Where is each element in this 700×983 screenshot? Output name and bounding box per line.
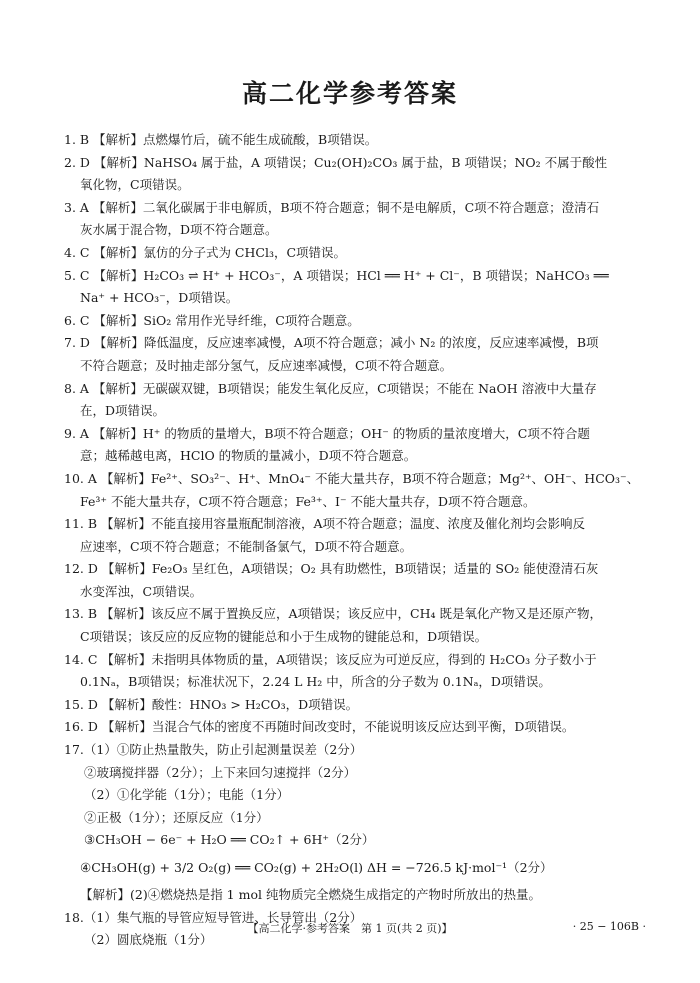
answer-line: ②玻璃搅拌器（2分）；上下来回匀速搅拌（2分） xyxy=(84,764,357,780)
footer-page-info: 【高二化学·参考答案 第 1 页(共 2 页)】 xyxy=(247,922,453,935)
answer-line: 17.（1）①防止热量散失，防止引起测量误差（2分） xyxy=(64,742,363,758)
footer-code: · 25 − 106B · xyxy=(572,920,646,933)
page-title: 高二化学参考答案 xyxy=(241,79,458,108)
answer-line: 6. C 【解析】SiO₂ 常用作光导纤维，C项符合题意。 xyxy=(64,312,360,328)
answer-line: 7. D 【解析】降低温度，反应速率减慢，A项不符合题意；减小 N₂ 的浓度，反应速率减慢，B项 xyxy=(64,335,599,351)
answer-line: 【解析】(2)④燃烧热是指 1 mol 纯物质完全燃烧生成指定的产物时所放出的热量。 xyxy=(80,887,541,902)
answer-line: 在，D项错误。 xyxy=(80,403,166,419)
answer-line: 0.1Nₐ，B项错误；标准状况下，2.24 L H₂ 中，所含的分子数为 0.1Nₐ，D项错误。 xyxy=(80,674,551,690)
answer-body xyxy=(64,129,644,952)
answer-line: Fe³⁺ 不能大量共存，C项不符合题意；Fe³⁺、I⁻ 不能大量共存，D项不符合题意。 xyxy=(80,493,536,509)
answer-line: 16. D 【解析】当混合气体的密度不再随时间改变时，不能说明该反应达到平衡，D项错误。 xyxy=(64,719,575,735)
answer-line: 10. A 【解析】Fe²⁺、SO₃²⁻、H⁺、MnO₄⁻ 不能大量共存，B项不符合题意；Mg²⁺、OH⁻、HCO₃⁻、 xyxy=(64,470,640,486)
answer-line: 9. A 【解析】H⁺ 的物质的量增大，B项不符合题意；OH⁻ 的物质的量浓度增大，C项不符合题 xyxy=(64,425,590,441)
answer-line: 灰水属于混合物，D项不符合题意。 xyxy=(80,222,278,238)
answer-line: ④CH₃OH(g) + 3/2 O₂(g) ══ CO₂(g) + 2H₂O(l) ΔH = −726.5 kJ·mol⁻¹（2分） xyxy=(80,860,553,875)
answer-line: 1. B 【解析】点燃爆竹后，硫不能生成硫酸，B项错误。 xyxy=(64,132,378,147)
answer-line: 13. B 【解析】该反应不属于置换反应，A项错误；该反应中，CH₄ 既是氧化产物又是还原产物， xyxy=(64,606,602,622)
answer-line: 2. D 【解析】NaHSO₄ 属于盐，A 项错误；Cu₂(OH)₂CO₃ 属于盐，B 项错误；NO₂ 不属于酸性 xyxy=(64,154,608,170)
answer-line: 14. C 【解析】未指明具体物质的量，A项错误；该反应为可逆反应，得到的 H₂CO₃ 分子数小于 xyxy=(64,651,597,667)
answer-line: 5. C 【解析】H₂CO₃ ⇌ H⁺ + HCO₃⁻，A 项错误；HCl ══ H⁺ + Cl⁻，B 项错误；NaHCO₃ ══ xyxy=(64,267,609,283)
answer-line: 12. D 【解析】Fe₂O₃ 呈红色，A项错误；O₂ 具有助燃性，B项错误；适量的 SO₂ 能使澄清石灰 xyxy=(64,561,599,577)
answer-line: Na⁺ + HCO₃⁻，D项错误。 xyxy=(80,290,239,306)
answer-line: ③CH₃OH − 6e⁻ + H₂O ══ CO₂↑ + 6H⁺（2分） xyxy=(84,832,375,848)
answer-line: C项错误；该反应的反应物的键能总和小于生成物的键能总和，D项错误。 xyxy=(80,629,488,645)
answer-line: 8. A 【解析】无碳碳双键，B项错误；能发生氧化反应，C项错误；不能在 NaOH 溶液中大量存 xyxy=(64,380,597,396)
answer-line: 3. A 【解析】二氧化碳属于非电解质，B项不符合题意；铜不是电解质，C项不符合题意；澄清石 xyxy=(64,199,600,215)
answer-line: 应速率，C项不符合题意；不能制备氯气，D项不符合题意。 xyxy=(80,538,413,554)
answer-line: 15. D 【解析】酸性：HNO₃ > H₂CO₃，D项错误。 xyxy=(64,696,359,712)
answer-line: 11. B 【解析】不能直接用容量瓶配制溶液，A项不符合题意；温度、浓度及催化剂均会影响反 xyxy=(64,516,586,532)
answer-line: ②正极（1分）；还原反应（1分） xyxy=(84,809,269,825)
answer-line: （2）圆底烧瓶（1分） xyxy=(84,932,213,948)
answer-line: 氧化物，C项错误。 xyxy=(80,177,190,193)
answer-line: 4. C 【解析】氯仿的分子式为 CHCl₃，C项错误。 xyxy=(64,244,347,260)
answer-line: 18.（1）集气瓶的导管应短导管进、长导管出（2分） xyxy=(64,909,363,925)
answer-line: 不符合题意；及时抽走部分氢气，反应速率减慢，C项不符合题意。 xyxy=(80,357,453,373)
answer-line: 意；越稀越电离，HClO 的物质的量减小，D项不符合题意。 xyxy=(80,448,417,464)
answer-line: （2）①化学能（1分）；电能（1分） xyxy=(84,787,290,803)
answer-line: 水变浑浊，C项错误。 xyxy=(80,583,203,599)
